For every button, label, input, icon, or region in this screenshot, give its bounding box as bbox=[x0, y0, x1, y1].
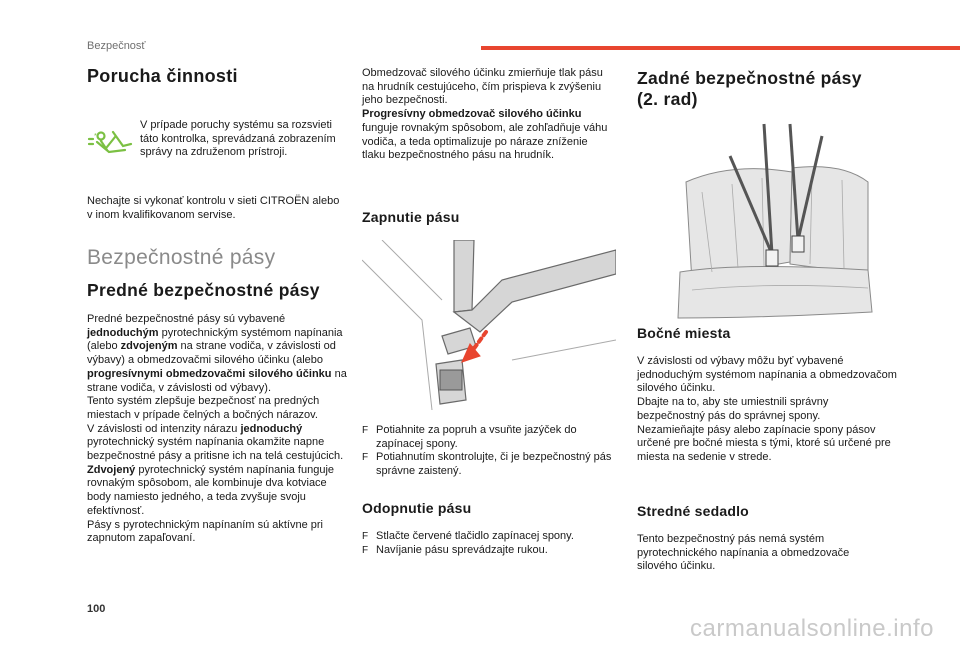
bold-run: progresívnymi obmedzovačmi silového účinku bbox=[87, 367, 332, 380]
accent-bar bbox=[481, 46, 960, 50]
rear-heading bbox=[637, 68, 897, 110]
bullet-marker: F bbox=[362, 544, 369, 556]
fasten-heading bbox=[362, 211, 460, 225]
bullet-text: Navíjanie pásu sprevádzajte rukou. bbox=[376, 543, 548, 556]
text-run: Predné bezpečnostné pásy sú vybavené bbox=[87, 313, 286, 325]
column-1 bbox=[87, 66, 342, 87]
buckle-illustration bbox=[362, 240, 616, 415]
center-body bbox=[637, 533, 892, 574]
section-label: Bezpečnosť bbox=[87, 40, 146, 52]
limiter-text: Obmedzovač silového účinku zmierňuje tlak pásu na hrudník cestujúceho, čím prispieva k zvýšeniu jeho bezpečnosti. bbox=[362, 67, 603, 107]
side-body bbox=[637, 355, 897, 465]
fasten-title: Zapnutie pásu bbox=[362, 209, 460, 225]
front-paragraph-4 bbox=[87, 464, 349, 519]
bold-run: jednoduchým bbox=[87, 326, 159, 339]
side-heading bbox=[637, 327, 730, 341]
svg-text:*: * bbox=[94, 133, 97, 140]
rear-title-line-1: Zadné bezpečnostné pásy bbox=[637, 68, 862, 88]
bullet-text: Stlačte červené tlačidlo zapínacej spony. bbox=[376, 530, 574, 542]
list-item bbox=[362, 544, 612, 558]
side-text-3: Nezamieňajte pásy alebo zapínacie spony pásov určené pre bočné miesta s tými, ktoré sú určené pre miesta na sedenie v strede. bbox=[637, 423, 891, 463]
front-paragraph-3 bbox=[87, 423, 349, 464]
failure-text-2: Nechajte si vykonať kontrolu v sieti CITROËN alebo v inom kvalifikovanom servise. bbox=[87, 195, 340, 221]
limiter-block bbox=[362, 67, 610, 163]
bold-run: jednoduchý bbox=[240, 422, 303, 435]
front-title: Predné bezpečnostné pásy bbox=[87, 280, 320, 300]
failure-description bbox=[140, 119, 345, 160]
center-heading bbox=[637, 505, 749, 519]
unfasten-title: Odopnutie pásu bbox=[362, 500, 472, 516]
failure-title: Porucha činnosti bbox=[87, 66, 238, 86]
service-note bbox=[87, 195, 342, 222]
failure-text: V prípade poruchy systému sa rozsvieti táto kontrolka, sprevádzaná zobrazením správy na združenom prístroji. bbox=[140, 119, 336, 159]
side-title: Bočné miesta bbox=[637, 325, 731, 341]
list-item bbox=[362, 424, 612, 451]
text-run: na strane vodiča, v závislosti od výbavy). bbox=[87, 367, 347, 394]
list-item bbox=[362, 530, 612, 544]
watermark: carmanualsonline.info bbox=[690, 615, 934, 642]
text-run: pyrotechnický systém napínania funguje rovnakým spôsobom, ale kombinuje dva kotviace body namiesto jedného, a teda zvyšuje svoju efektívnosť. bbox=[87, 463, 335, 517]
list-item bbox=[362, 451, 612, 478]
bullet-marker: F bbox=[362, 531, 369, 542]
front-paragraph-1 bbox=[87, 313, 349, 395]
fasten-steps bbox=[362, 424, 612, 479]
progressive-paragraph bbox=[362, 108, 610, 163]
text-run: na strane vodiča, v závislosti od výbavy) a obmedzovačmi silového účinku (alebo bbox=[87, 340, 336, 367]
bullet-marker: F bbox=[362, 425, 369, 436]
rear-seats-illustration bbox=[672, 122, 882, 325]
rear-title-line-2: (2. rad) bbox=[637, 89, 698, 109]
bold-run: Zdvojený bbox=[87, 463, 136, 476]
unfasten-heading bbox=[362, 502, 471, 516]
side-text-2: Dbajte na to, aby ste umiestnili správny bezpečnostný pás do správnej spony. bbox=[637, 396, 829, 422]
front-belts bbox=[87, 280, 349, 546]
bullet-text: Potiahnite za popruh a vsuňte jazýček do zapínacej spony. bbox=[376, 424, 577, 450]
text-run: V závislosti od intenzity nárazu bbox=[87, 422, 241, 435]
bullet-marker: F bbox=[362, 452, 369, 464]
front-paragraph-5: Pásy s pyrotechnickým napínaním sú aktívne pri zapnutom zapaľovaní. bbox=[87, 518, 323, 545]
progressive-text: funguje rovnakým spôsobom, ale zohľadňuje váhu vodiča, a teda optimalizuje po náraze zníženie tlaku bezpečnostného pásu na hrudník. bbox=[362, 121, 608, 162]
center-text: Tento bezpečnostný pás nemá systém pyrotechnického napínania a obmedzovače silového účinku. bbox=[637, 533, 850, 573]
progressive-bold: Progresívny obmedzovač silového účinku bbox=[362, 108, 582, 121]
text-run: pyrotechnický systém napínania okamžite napne bezpečnostné pásy a pritisne ich na telá cestujúcich. bbox=[87, 436, 344, 463]
front-paragraph-2: Tento systém zlepšuje bezpečnosť na predných miestach v prípade čelných a bočných nárazov. bbox=[87, 395, 320, 421]
center-title: Stredné sedadlo bbox=[637, 503, 749, 519]
bullet-text: Potiahnutím skontrolujte, či je bezpečnostný pás správne zaistený. bbox=[376, 451, 612, 478]
belts-section-title: Bezpečnostné pásy bbox=[87, 246, 276, 269]
text-run: pyrotechnickým systémom napínania (alebo bbox=[87, 326, 343, 353]
page-number: 100 bbox=[87, 603, 106, 615]
unfasten-steps bbox=[362, 530, 612, 557]
seatbelt-warning-icon bbox=[87, 128, 133, 161]
side-text: V závislosti od výbavy môžu byť vybavené jednoduchým systémom napínania a obmedzovačom silového účinku. bbox=[637, 355, 897, 395]
bold-run: zdvojeným bbox=[120, 340, 178, 353]
